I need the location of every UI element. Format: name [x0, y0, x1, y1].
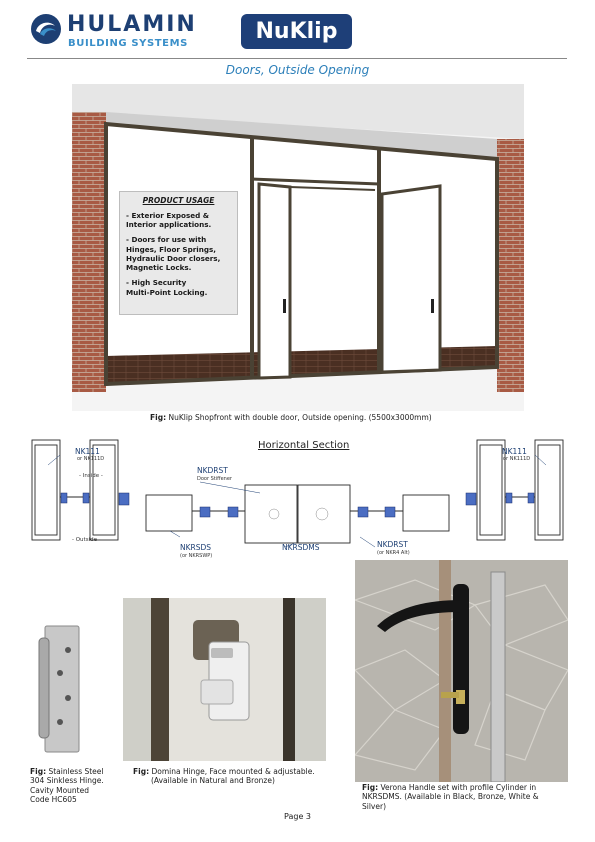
usage-line: Hinges, Floor Springs, [126, 244, 217, 254]
usage-line: Interior applications. [126, 220, 212, 230]
page-title: Doors, Outside Opening [225, 63, 370, 77]
usage-line: - Doors for use with [126, 235, 207, 245]
usage-line: - High Security [126, 278, 187, 288]
fig3-caption [133, 767, 333, 786]
label-nk111-left-sub: or NK111D [77, 456, 105, 462]
label-outside: - Outside - [72, 537, 101, 543]
verona-handle-image [355, 560, 568, 782]
fig2-line: Code HC605 [30, 795, 77, 805]
domina-hinge-image [123, 598, 326, 761]
fig4-line: Silver) [362, 801, 386, 811]
logo-subtitle: BUILDING SYSTEMS [68, 38, 188, 49]
fig3-prefix: Fig: [133, 767, 150, 776]
fig4-line: NKRSDMS. (Available in Black, Bronze, White & [362, 792, 539, 802]
fig1-text: NuKlip Shopfront with double door, Outside opening. (5500x3000mm) [168, 413, 432, 422]
logo-wordmark: HULAMIN [67, 12, 197, 37]
fig4-caption [362, 783, 567, 811]
label-nk111-right: NK111 [502, 447, 527, 456]
fig1-prefix: Fig: [150, 413, 167, 422]
fig4-prefix: Fig: [362, 783, 379, 792]
fig4-line: Verona Handle set with profile Cylinder in [380, 783, 537, 792]
fig3-line: Domina Hinge, Face mounted & adjustable. [151, 767, 315, 776]
label-nkdrst-bottom-sub: (or NKR4 Alt) [377, 550, 410, 556]
label-nkrsds-sub: (or NKRSWP) [180, 553, 213, 559]
usage-line: Multi-Point Locking. [126, 287, 208, 297]
nuklip-brand-badge: NuKlip [241, 14, 352, 49]
fig2-line: Cavity Mounted [30, 785, 90, 795]
fig2-prefix: Fig: [30, 767, 47, 776]
usage-line: - Exterior Exposed & [126, 211, 210, 220]
label-nkdrst-bottom: NKDRST [377, 540, 408, 549]
header-divider [27, 58, 567, 59]
fig3-line: (Available in Natural and Bronze) [151, 776, 275, 786]
section-title: Horizontal Section [258, 440, 350, 451]
label-nkdrst-top: NKDRST [197, 466, 228, 475]
product-usage-box [119, 191, 238, 315]
usage-line: Hydraulic Door closers, [126, 253, 221, 263]
label-nk111-left: NK111 [75, 447, 100, 456]
fig2-caption [30, 767, 120, 805]
fig2-line: 304 Sinkless Hinge. [30, 776, 104, 786]
product-usage-title: PRODUCT USAGE [142, 196, 215, 205]
usage-line: Magnetic Locks. [126, 263, 192, 273]
label-nk111-right-sub: or NK111D [503, 456, 531, 462]
label-nkrsds: NKRSDS [180, 543, 212, 552]
sinkless-hinge-image [30, 618, 100, 760]
label-nkrsdms: NKRSDMS [282, 543, 320, 552]
page-header [0, 0, 595, 62]
page-number: Page 3 [284, 812, 311, 821]
fig2-line: Stainless Steel [48, 767, 104, 776]
label-nkdrst-top-sub: Door Stiffener [197, 476, 232, 482]
fig1-caption [150, 413, 480, 422]
hulamin-logo-icon [30, 13, 62, 45]
label-inside: - Inside - [79, 473, 103, 479]
